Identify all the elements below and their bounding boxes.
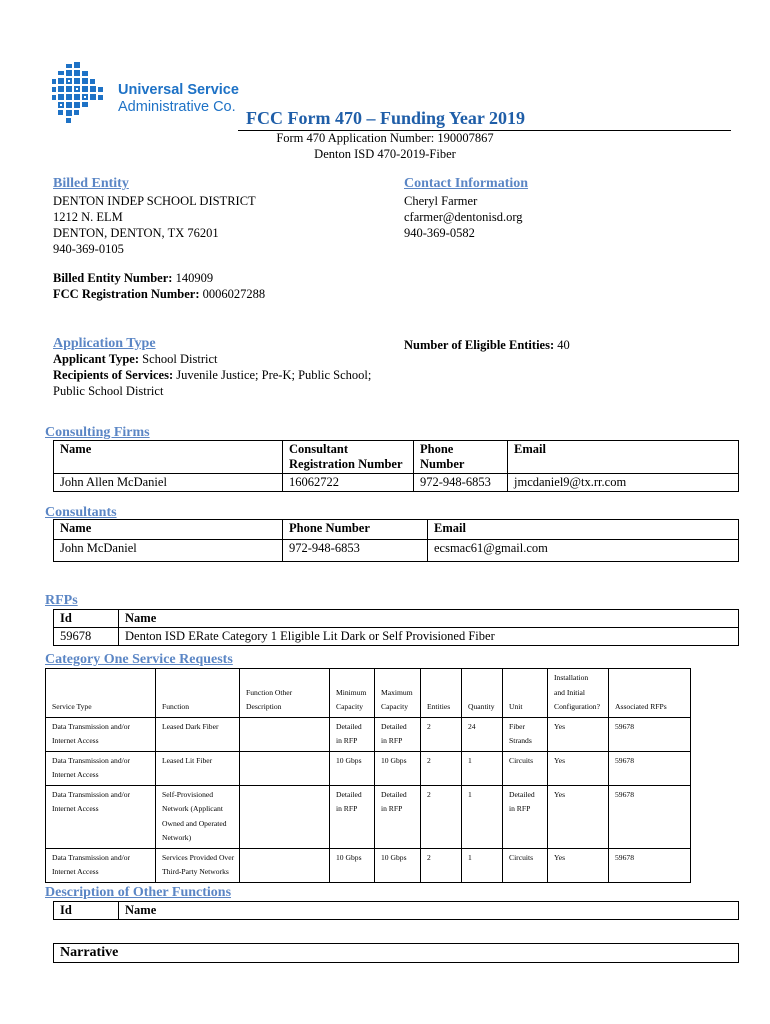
rfps-heading: RFPs xyxy=(45,593,78,608)
applicant-type-value: School District xyxy=(142,352,218,366)
billed-entity-phone: 940-369-0105 xyxy=(53,242,124,256)
cell-line: 59678 xyxy=(615,789,634,799)
cell-line: 2 xyxy=(427,755,431,765)
cell xyxy=(156,785,240,848)
cell xyxy=(503,717,548,751)
cell-line: Network (Applicant xyxy=(162,804,223,813)
cell-line: 10 Gbps xyxy=(381,755,407,765)
category-one-heading: Category One Service Requests xyxy=(45,652,233,667)
table-row xyxy=(46,717,691,751)
application-details xyxy=(53,351,371,399)
usac-logo-icon xyxy=(52,62,108,128)
col-phone: Phone Number xyxy=(283,520,428,540)
cell-line: Services Provided Over xyxy=(162,852,235,862)
cell: 972-948-6853 xyxy=(414,474,508,492)
table-row xyxy=(54,474,739,492)
col-name: Name xyxy=(54,441,283,474)
cell-line: 24 xyxy=(468,721,476,731)
table-row xyxy=(46,785,691,848)
application-type-heading: Application Type xyxy=(53,336,156,351)
cell-line: 2 xyxy=(427,721,431,731)
cell: jmcdaniel9@tx.rr.com xyxy=(508,474,739,492)
cell xyxy=(548,848,609,882)
cell-line: Detailed xyxy=(509,789,535,799)
cell xyxy=(421,848,462,882)
col-function: Function xyxy=(156,669,240,718)
cell-line: 1 xyxy=(468,852,472,862)
cell: 972-948-6853 xyxy=(283,540,428,562)
eligible-entities-label: Number of Eligible Entities: xyxy=(404,338,555,352)
col-min-capacity: Minimum Capacity xyxy=(330,669,375,718)
table-header-row xyxy=(54,441,739,474)
eligible-entities xyxy=(404,337,570,353)
usac-logo-text xyxy=(118,82,239,116)
cell xyxy=(46,717,156,751)
eligible-entities-value: 40 xyxy=(557,338,570,352)
cell-line: 10 Gbps xyxy=(336,852,362,862)
cell-line: Internet Access xyxy=(52,867,99,876)
cell: John McDaniel xyxy=(54,540,283,562)
cell xyxy=(375,848,421,882)
narrative-heading: Narrative xyxy=(54,944,739,963)
cell-line: in RFP xyxy=(509,804,531,813)
col-name: Name xyxy=(54,520,283,540)
cell-line: 59678 xyxy=(615,852,634,862)
cell-line: 10 Gbps xyxy=(381,852,407,862)
billed-entity-name: DENTON INDEP SCHOOL DISTRICT xyxy=(53,194,256,208)
cell-line: Network) xyxy=(162,833,192,842)
cell xyxy=(330,751,375,785)
cell xyxy=(156,848,240,882)
cell xyxy=(609,717,691,751)
billed-entity-heading: Billed Entity xyxy=(53,176,129,191)
cell-line: in RFP xyxy=(381,736,403,745)
cell-line: Yes xyxy=(554,789,566,799)
cell-line: Third-Party Networks xyxy=(162,867,229,876)
contact-phone: 940-369-0582 xyxy=(404,226,475,240)
cell-line: Yes xyxy=(554,852,566,862)
recipients-line2: Public School District xyxy=(53,384,164,398)
cell xyxy=(609,751,691,785)
cell-line: Detailed xyxy=(336,721,362,731)
cell xyxy=(240,785,330,848)
col-phone: Phone Number xyxy=(414,441,508,474)
table-row xyxy=(54,628,739,646)
table-row xyxy=(46,751,691,785)
cell-line: in RFP xyxy=(381,804,403,813)
cell xyxy=(240,751,330,785)
cell xyxy=(330,785,375,848)
cell-line: Circuits xyxy=(509,852,534,862)
cell xyxy=(330,848,375,882)
col-max-capacity: Maximum Capacity xyxy=(375,669,421,718)
applicant-type-label: Applicant Type: xyxy=(53,352,140,366)
col-function-other: Function Other Description xyxy=(240,669,330,718)
logo-line-2: Administrative Co. xyxy=(118,99,236,115)
consultants-heading: Consultants xyxy=(45,505,117,520)
cell xyxy=(240,717,330,751)
cell: Denton ISD ERate Category 1 Eligible Lit Dark or Self Provisioned Fiber xyxy=(119,628,739,646)
cell-line: 10 Gbps xyxy=(336,755,362,765)
col-quantity: Quantity xyxy=(462,669,503,718)
contact-heading: Contact Information xyxy=(404,176,529,191)
cell xyxy=(548,751,609,785)
ben-value: 140909 xyxy=(175,271,214,285)
fcc-label: FCC Registration Number: xyxy=(53,287,200,301)
cell-line: Data Transmission and/or xyxy=(52,721,131,731)
form-title: FCC Form 470 – Funding Year 2019 xyxy=(246,108,525,128)
cell xyxy=(375,751,421,785)
ben-label: Billed Entity Number: xyxy=(53,271,173,285)
cell-line: in RFP xyxy=(336,804,358,813)
cell xyxy=(421,717,462,751)
table-header-row xyxy=(54,944,739,963)
consulting-firms-heading: Consulting Firms xyxy=(45,425,150,440)
table-header-row xyxy=(54,902,739,920)
cell xyxy=(46,848,156,882)
col-name: Name xyxy=(119,902,739,920)
cell: ecsmac61@gmail.com xyxy=(428,540,739,562)
consultants-table xyxy=(53,519,739,562)
cell xyxy=(503,785,548,848)
rfps-table xyxy=(53,609,739,646)
logo-line-1: Universal Service xyxy=(118,82,239,98)
cell-line: Leased Lit Fiber xyxy=(162,755,213,765)
table-header-row xyxy=(54,610,739,628)
cell-line: 1 xyxy=(468,789,472,799)
cell-line: Internet Access xyxy=(52,736,99,745)
cell-line: 2 xyxy=(427,852,431,862)
table-row xyxy=(46,848,691,882)
contact-name: Cheryl Farmer xyxy=(404,194,478,208)
cell xyxy=(156,717,240,751)
cell xyxy=(609,848,691,882)
cell xyxy=(609,785,691,848)
cell-line: Self-Provisioned xyxy=(162,789,214,799)
fcc-value: 0006027288 xyxy=(202,287,266,301)
cell: 16062722 xyxy=(283,474,414,492)
other-functions-table xyxy=(53,901,739,920)
cell xyxy=(462,785,503,848)
consulting-firms-table xyxy=(53,440,739,492)
col-installation: Installation and Initial Configuration? xyxy=(548,669,609,718)
cell-line: Circuits xyxy=(509,755,534,765)
cell xyxy=(240,848,330,882)
cell xyxy=(421,751,462,785)
category-one-table xyxy=(45,668,691,883)
billed-entity-block xyxy=(53,193,256,257)
cell-line: Detailed xyxy=(336,789,362,799)
recipients-line1: Juvenile Justice; Pre-K; Public School; xyxy=(176,368,372,382)
cell: John Allen McDaniel xyxy=(54,474,283,492)
contact-block xyxy=(404,193,523,241)
application-number: Form 470 Application Number: 190007867 xyxy=(276,131,494,145)
cell-line: Yes xyxy=(554,721,566,731)
table-header-row xyxy=(54,520,739,540)
col-id: Id xyxy=(54,902,119,920)
cell-line: 2 xyxy=(427,789,431,799)
col-email: Email xyxy=(428,520,739,540)
cell xyxy=(375,785,421,848)
col-id: Id xyxy=(54,610,119,628)
cell-line: Detailed xyxy=(381,721,407,731)
cell-line: Fiber xyxy=(509,721,526,731)
billed-entity-address2: DENTON, DENTON, TX 76201 xyxy=(53,226,219,240)
cell xyxy=(46,751,156,785)
col-associated-rfps: Associated RFPs xyxy=(609,669,691,718)
cell xyxy=(462,848,503,882)
cell-line: Data Transmission and/or xyxy=(52,852,131,862)
cell-line: Strands xyxy=(509,736,532,745)
col-email: Email xyxy=(508,441,739,474)
cell xyxy=(503,751,548,785)
cell-line: Detailed xyxy=(381,789,407,799)
col-unit: Unit xyxy=(503,669,548,718)
cell xyxy=(548,785,609,848)
cell-line: Leased Dark Fiber xyxy=(162,721,219,731)
col-name: Name xyxy=(119,610,739,628)
cell-line: Yes xyxy=(554,755,566,765)
table-row xyxy=(54,540,739,562)
application-nickname: Denton ISD 470-2019-Fiber xyxy=(314,147,456,161)
cell xyxy=(330,717,375,751)
cell-line: Owned and Operated xyxy=(162,818,227,828)
cell-line: Internet Access xyxy=(52,804,99,813)
cell xyxy=(462,751,503,785)
billed-entity-numbers xyxy=(53,270,265,302)
recipients-label: Recipients of Services: xyxy=(53,368,174,382)
cell xyxy=(462,717,503,751)
narrative-table xyxy=(53,943,739,963)
cell-line: 59678 xyxy=(615,755,634,765)
cell xyxy=(421,785,462,848)
cell xyxy=(503,848,548,882)
cell-line: 59678 xyxy=(615,721,634,731)
cell xyxy=(46,785,156,848)
col-service-type: Service Type xyxy=(46,669,156,718)
contact-email: cfarmer@dentonisd.org xyxy=(404,210,523,224)
cell-line: Data Transmission and/or xyxy=(52,755,131,765)
cell xyxy=(375,717,421,751)
cell: 59678 xyxy=(54,628,119,646)
table-header-row xyxy=(46,669,691,718)
cell-line: Internet Access xyxy=(52,770,99,779)
cell-line: in RFP xyxy=(336,736,358,745)
billed-entity-address1: 1212 N. ELM xyxy=(53,210,123,224)
other-functions-heading: Description of Other Functions xyxy=(45,885,232,900)
cell-line: 1 xyxy=(468,755,472,765)
cell xyxy=(548,717,609,751)
cell xyxy=(156,751,240,785)
cell-line: Data Transmission and/or xyxy=(52,789,131,799)
col-entities: Entities xyxy=(421,669,462,718)
col-consultant-reg: Consultant Registration Number xyxy=(283,441,414,474)
